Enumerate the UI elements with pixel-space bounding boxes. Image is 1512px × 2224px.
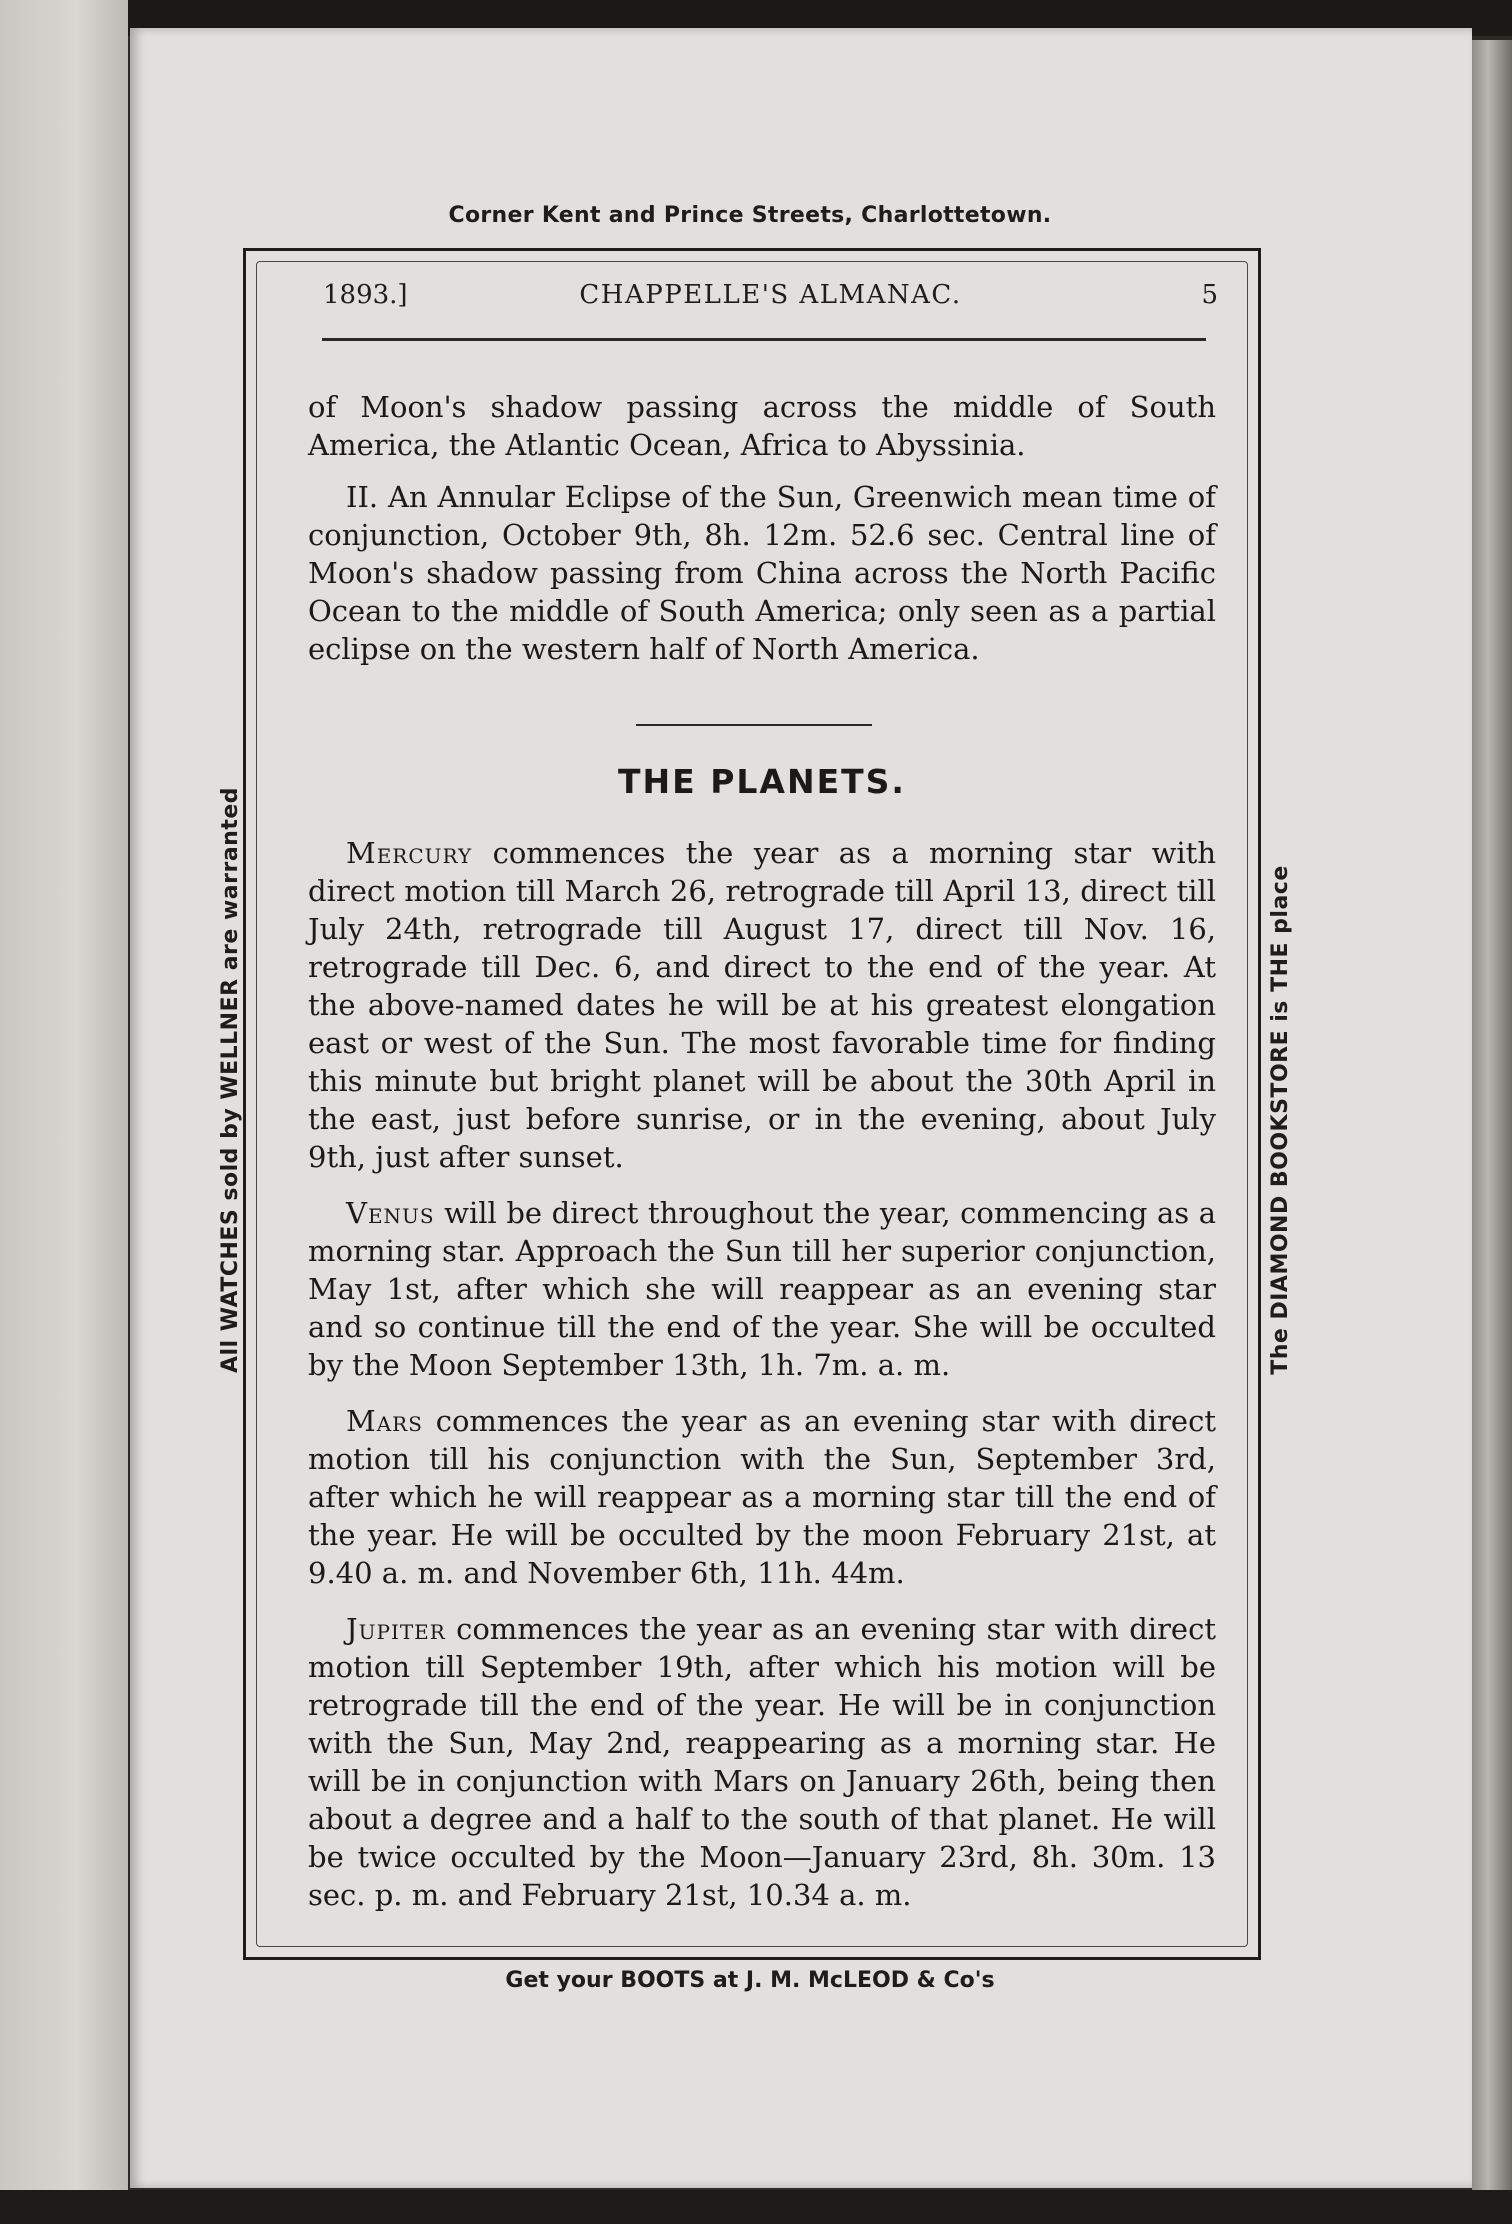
bottom-advertisement: Get your BOOTS at J. M. McLEOD & Co's <box>505 1968 995 1993</box>
top-advertisement: Corner Kent and Prince Streets, Charlottetown. <box>448 203 1052 228</box>
planet-text-mars: commences the year as an evening star with direct motion till his conjunction with the Sun, September 3rd, after which he will reappear as a morning star till the end of the year. He will be occulted by the moon February 21st, at 9.40 a. m. and November 6th, 11h. 44m. <box>308 1404 1216 1590</box>
planet-text-venus: will be direct throughout the year, commencing as a morning star. Approach the Sun till her superior conjunction, May 1st, after which she will reappear as an evening star and so continue till the end of the year. She will be occulted by the Moon September 13th, 1h. 7m. a. m. <box>308 1196 1216 1382</box>
planet-text-mercury: commences the year as a morning star with direct motion till March 26, retrograde till April 13, direct till July 24th, retrograde till August 17, direct till Nov. 16, retrograde till Dec. 6, and direct to the end of the year. At the above-named dates he will be at his greatest elongation east or west of the Sun. The most favorable time for finding this minute but bright planet will be about the 30th April in the east, just before sunrise, or in the evening, about July 9th, just after sunset. <box>308 836 1216 1174</box>
eclipse-paragraph-1: of Moon's shadow passing across the middle of South America, the Atlantic Ocean, Africa to Abyssinia. <box>308 390 1216 462</box>
planet-paragraph-venus <box>308 1194 1216 1384</box>
eclipse-paragraph-2: II. An Annular Eclipse of the Sun, Greenwich mean time of conjunction, October 9th, 8h. 12m. 52.6 sec. Central line of Moon's shadow passing from China across the North Pacific Ocean to the middle of South America; only seen as a partial eclipse on the western half of North America. <box>308 480 1216 666</box>
scan-bottom-edge <box>0 2190 1512 2224</box>
running-head-year: 1893.] <box>323 280 408 310</box>
facing-page-edge <box>0 0 128 2224</box>
section-title: THE PLANETS. <box>618 762 906 801</box>
planet-paragraph-mercury <box>308 834 1216 1176</box>
planet-name-venus: Venus <box>346 1196 435 1230</box>
planet-name-mercury: Mercury <box>346 836 473 870</box>
section-divider <box>636 724 872 726</box>
page-stack-edge <box>1472 40 1512 2190</box>
planet-paragraph-jupiter <box>308 1610 1216 1914</box>
left-side-advertisement: All WATCHES sold by WELLNER are warranted <box>218 786 243 1374</box>
eclipse-continuation <box>308 388 1216 668</box>
planet-name-jupiter: Jupiter <box>346 1612 446 1646</box>
planet-text-jupiter: commences the year as an evening star with direct motion till September 19th, after which his motion will be retrograde till the end of the year. He will be in conjunction with the Sun, May 2nd, reappearing as a morning star. He will be in conjunction with Mars on January 26th, being then about a degree and a half to the south of that planet. He will be twice occulted by the Moon—January 23rd, 8h. 30m. 13 sec. p. m. and February 21st, 10.34 a. m. <box>308 1612 1216 1912</box>
planet-paragraph-mars <box>308 1402 1216 1592</box>
planet-name-mars: Mars <box>346 1404 423 1438</box>
right-side-advertisement: The DIAMOND BOOKSTORE is THE place <box>1268 865 1293 1375</box>
planets-body <box>308 834 1216 1914</box>
running-head-title: CHAPPELLE'S ALMANAC. <box>579 280 962 310</box>
header-rule <box>322 338 1206 341</box>
page-number: 5 <box>1201 280 1218 310</box>
